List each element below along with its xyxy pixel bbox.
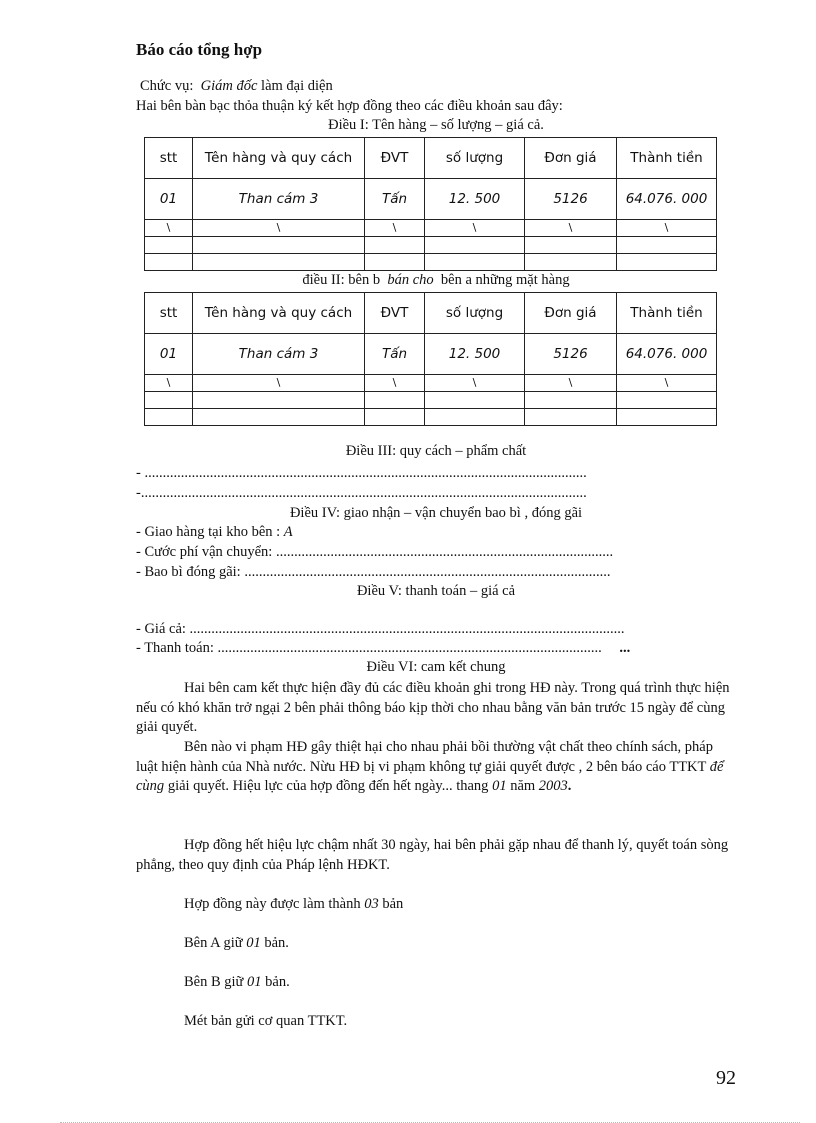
table-cell: 5126 bbox=[525, 179, 617, 220]
table-row bbox=[145, 334, 717, 375]
mark-cell: \ bbox=[525, 375, 617, 392]
mark-cell: \ bbox=[617, 220, 717, 237]
expiry-paragraph bbox=[136, 836, 738, 875]
table-row bbox=[145, 179, 717, 220]
violation-year: 2003 bbox=[538, 778, 568, 794]
party-b-unit: bản. bbox=[265, 974, 290, 990]
delivery-line bbox=[136, 524, 293, 541]
payment-ellipsis: ... bbox=[619, 640, 631, 656]
party-a-text: Bên A giữ bbox=[184, 935, 243, 951]
price-line: - Giá cả: ........................................................................................................................ bbox=[136, 621, 625, 637]
delivery-value: A bbox=[283, 524, 293, 540]
mark-cell: \ bbox=[193, 375, 365, 392]
payment-text: - Thanh toán: .......................................................................................................... bbox=[136, 640, 602, 656]
table-cell: Than cám 3 bbox=[193, 179, 365, 220]
article-2-heading bbox=[136, 272, 736, 289]
table-cell: 5126 bbox=[525, 334, 617, 375]
mark-cell: \ bbox=[425, 220, 525, 237]
table-header-row bbox=[145, 293, 717, 334]
expiry-text: Hợp đồng hết hiệu lực chậm nhất 30 ngày, hai bên phải gặp nhau để thanh lý, quyết toán sòng phẳng, theo quy định của Pháp lệnh HĐKT. bbox=[136, 837, 729, 873]
table-row-mark bbox=[145, 220, 717, 237]
role-suffix: làm đại diện bbox=[261, 78, 333, 94]
table-cell: 64.076. 000 bbox=[617, 179, 717, 220]
table-row-empty bbox=[145, 409, 717, 426]
table-row-empty bbox=[145, 392, 717, 409]
page-title: Báo cáo tổng hợp bbox=[136, 40, 263, 59]
header-cell: Tên hàng và quy cách bbox=[193, 138, 365, 179]
header-cell: số lượng bbox=[425, 293, 525, 334]
article-5-heading: Điều V: thanh toán – giá cả bbox=[356, 583, 516, 599]
delivery-label: - Giao hàng tại kho bên : bbox=[136, 524, 281, 540]
header-cell: ĐVT bbox=[365, 293, 425, 334]
role-label: Chức vụ: bbox=[140, 78, 194, 94]
role-value: Giám đốc bbox=[200, 78, 258, 94]
violation-text-a: Bên nào vi phạm HĐ gây thiệt hại cho nhau phải bồi thường vật chất theo chính sách, pháp luật hiện hành của Nhà nước. Nừu HĐ bị vi phạm không tự giải quyết được , 2 bên báo cáo TTKT bbox=[136, 739, 713, 775]
violation-year-label: năm bbox=[510, 778, 536, 794]
table-row-mark bbox=[145, 375, 717, 392]
table-row-empty bbox=[145, 237, 717, 254]
table-cell: 01 bbox=[145, 179, 193, 220]
authority-line: Mét bản gửi cơ quan TTKT. bbox=[184, 1013, 348, 1029]
header-cell: Tên hàng và quy cách bbox=[193, 293, 365, 334]
party-b-text: Bên B giữ bbox=[184, 974, 244, 990]
header-cell: Đơn giá bbox=[525, 293, 617, 334]
packaging-line: - Bao bì đóng gãi: ..................................................................................................... bbox=[136, 564, 611, 580]
party-b-line bbox=[184, 974, 290, 991]
table-cell: Tấn bbox=[365, 179, 425, 220]
mark-cell: \ bbox=[145, 220, 193, 237]
party-b-count: 01 bbox=[247, 974, 262, 990]
copies-text: Hợp đồng này được làm thành bbox=[184, 896, 361, 912]
mark-cell: \ bbox=[525, 220, 617, 237]
violation-text-b: để cùng bbox=[136, 758, 724, 794]
article-3-line: - .......................................................................................................................... bbox=[136, 465, 587, 481]
table-cell: Tấn bbox=[365, 334, 425, 375]
freight-line: - Cước phí vận chuyển: ............................................................................................. bbox=[136, 544, 614, 560]
header-cell: stt bbox=[145, 138, 193, 179]
article-3-heading: Điều III: quy cách – phẩm chất bbox=[345, 443, 527, 459]
role-line bbox=[140, 78, 333, 95]
copies-line bbox=[184, 896, 403, 913]
table-cell: 12. 500 bbox=[425, 334, 525, 375]
goods-table-2 bbox=[144, 292, 717, 426]
mark-cell: \ bbox=[425, 375, 525, 392]
commitment-paragraph bbox=[136, 679, 738, 738]
page-number: 92 bbox=[716, 1067, 736, 1089]
header-cell: ĐVT bbox=[365, 138, 425, 179]
violation-paragraph: Bên nào vi phạm HĐ gây thiệt hại cho nhau phải bồi thường vật chất theo chính sách, pháp luật hiện hành của Nhà nước. Nừu HĐ bị vi phạm không tự giải quyết được , 2 bên báo cáo TTKT để cùng giải quyết. Hiệu lực của hợp đồng đến hết ngày... thang 01 năm 2003. bbox=[136, 739, 724, 794]
party-a-line bbox=[184, 935, 289, 952]
mark-cell: \ bbox=[145, 375, 193, 392]
article-4-heading: Điều IV: giao nhận – vận chuyển bao bì , đóng gãi bbox=[289, 505, 583, 521]
party-a-count: 01 bbox=[246, 935, 261, 951]
table-cell: 12. 500 bbox=[425, 179, 525, 220]
article-2-heading-b: bán cho bbox=[387, 272, 434, 288]
mark-cell: \ bbox=[365, 375, 425, 392]
payment-line bbox=[136, 640, 630, 657]
article-6-heading: Điều VI: cam kết chung bbox=[366, 659, 506, 675]
header-cell: stt bbox=[145, 293, 193, 334]
header-cell: số lượng bbox=[425, 138, 525, 179]
agreement-line: Hai bên bàn bạc thỏa thuận ký kết hợp đồng theo các điều khoản sau đây: bbox=[136, 98, 563, 114]
violation-text-c: giải quyết. Hiệu lực của hợp đồng đến hết ngày... thang bbox=[167, 778, 489, 794]
party-a-unit: bản. bbox=[264, 935, 289, 951]
article-1-heading: Điều I: Tên hàng – số lượng – giá cả. bbox=[328, 117, 544, 133]
mark-cell: \ bbox=[365, 220, 425, 237]
table-cell: 01 bbox=[145, 334, 193, 375]
article-2-heading-c: bên a những mặt hàng bbox=[440, 272, 570, 288]
header-cell: Thành tiền bbox=[617, 293, 717, 334]
goods-table-1 bbox=[144, 137, 717, 271]
article-2-heading-a: điều II: bên b bbox=[302, 272, 381, 288]
table-cell: 64.076. 000 bbox=[617, 334, 717, 375]
commitment-text: Hai bên cam kết thực hiện đầy đủ các điều khoản ghi trong HĐ này. Trong quá trình thực hiện nếu có khó khăn trở ngại 2 bên phải thông báo kịp thời cho nhau bằng văn bản trước 15 ngày để cùng giải quyết. bbox=[136, 680, 730, 735]
mark-cell: \ bbox=[617, 375, 717, 392]
table-cell: Than cám 3 bbox=[193, 334, 365, 375]
article-3-line: -........................................................................................................................... bbox=[136, 485, 587, 501]
table-row-empty bbox=[145, 254, 717, 271]
mark-cell: \ bbox=[193, 220, 365, 237]
header-cell: Đơn giá bbox=[525, 138, 617, 179]
copies-unit: bản bbox=[382, 896, 404, 912]
header-cell: Thành tiền bbox=[617, 138, 717, 179]
table-header-row bbox=[145, 138, 717, 179]
copies-count: 03 bbox=[364, 896, 379, 912]
violation-day: 01 bbox=[492, 778, 507, 794]
